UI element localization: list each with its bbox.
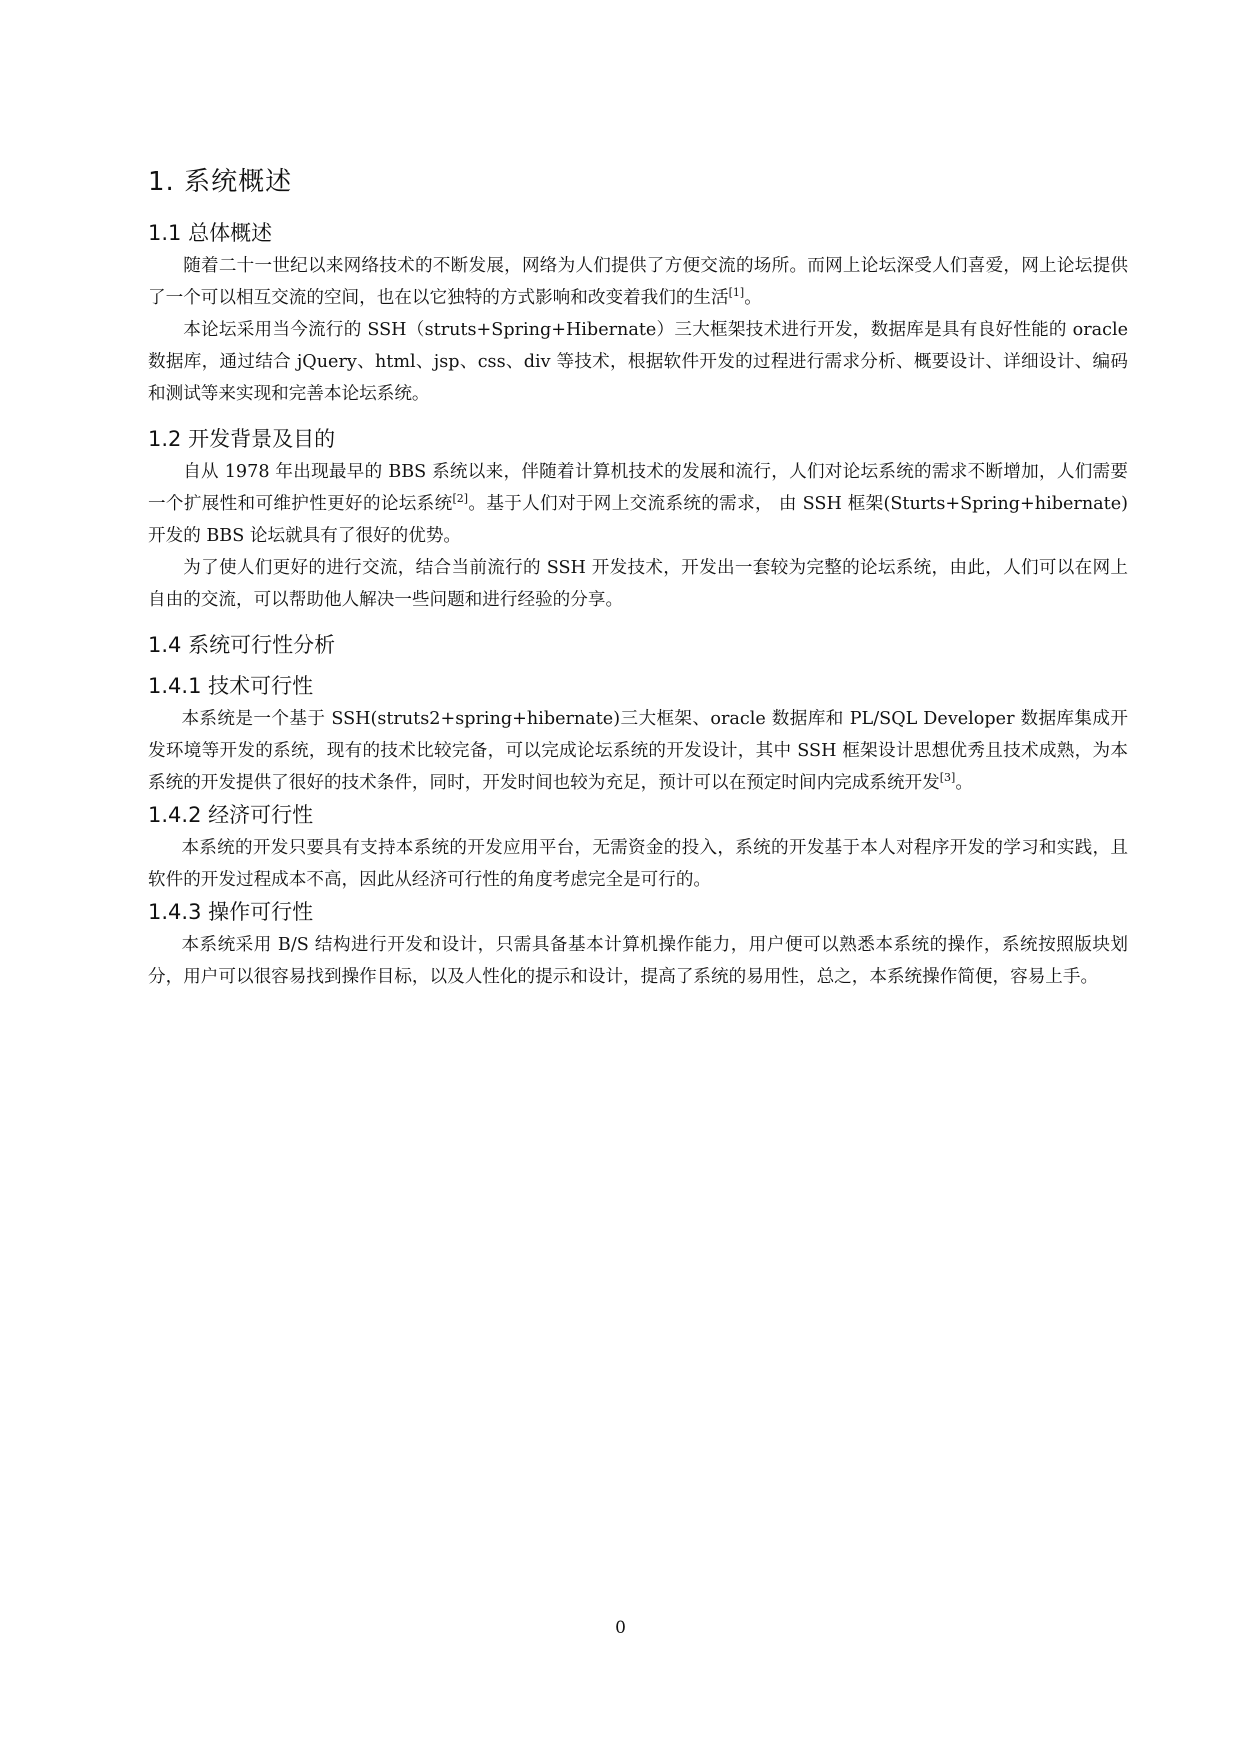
paragraph-overview-2: 本论坛采用当今流行的 SSH（struts+Spring+Hibernate）三大框架技术进行开发，数据库是具有良好性能的 oracle 数据库，通过结合 jQuery、html、jsp、css、div 等技术，根据软件开发的过程进行需求分析、概要设计、详细设计、编码和测试等来实现和完善本论坛系统。 [148,320,1128,404]
paragraph-text: 本系统是一个基于 SSH(struts2+spring+hibernate)三大框架、oracle 数据库和 PL/SQL Developer 数据库集成开发环境等开发的系统，现有的技术比较完备，可以完成论坛系统的开发设计，其中 SSH 框架设计思想优秀且技术成熟，为本系统的开发提供了很好的技术条件，同时，开发时间也较为充足，预计可以在预定时间内完成系统开发 [148,709,1128,793]
page-number: 0 [615,1618,626,1638]
paragraph-background-1 [148,456,1128,552]
paragraph-operational-feasibility: 本系统采用 B/S 结构进行开发和设计，只需具备基本计算机操作能力，用户便可以熟悉本系统的操作，系统按照版块划分，用户可以很容易找到操作目标，以及人性化的提示和设计，提高了系统的易用性，总之，本系统操作简便，容易上手。 [148,935,1128,987]
section-heading-1-4: 1.4 系统可行性分析 [148,633,336,657]
citation-3: [3] [939,771,956,785]
page-content [148,162,1128,993]
paragraph-text: 自从 1978 年出现最早的 BBS 系统以来，伴随着计算机技术的发展和流行，人们对论坛系统的需求不断增加，人们需要一个扩展性和可维护性更好的论坛系统 [148,462,1128,514]
paragraph-text-end: 。 [955,773,973,793]
section-heading-1-2: 1.2 开发背景及目的 [148,427,336,451]
paragraph-tech-feasibility [148,703,1128,799]
subsection-heading-1-4-1: 1.4.1 技术可行性 [148,674,314,698]
paragraph-text-end: 。基于人们对于网上交流系统的需求， 由 SSH 框架(Sturts+Spring+hibernate)开发的 BBS 论坛就具有了很好的优势。 [148,494,1128,546]
citation-1: [1] [728,286,745,300]
paragraph-economic-feasibility: 本系统的开发只要具有支持本系统的开发应用平台，无需资金的投入，系统的开发基于本人对程序开发的学习和实践，且软件的开发过程成本不高，因此从经济可行性的角度考虑完全是可行的。 [148,838,1128,890]
citation-2: [2] [452,492,469,506]
paragraph-background-2: 为了使人们更好的进行交流，结合当前流行的 SSH 开发技术，开发出一套较为完整的论坛系统，由此，人们可以在网上自由的交流，可以帮助他人解决一些问题和进行经验的分享。 [148,558,1128,610]
section-heading-1-1: 1.1 总体概述 [148,221,273,245]
paragraph-text: 随着二十一世纪以来网络技术的不断发展，网络为人们提供了方便交流的场所。而网上论坛深受人们喜爱，网上论坛提供了一个可以相互交流的空间，也在以它独特的方式影响和改变着我们的生活 [148,256,1128,308]
paragraph-overview-1 [148,250,1128,314]
subsection-heading-1-4-2: 1.4.2 经济可行性 [148,803,314,827]
subsection-heading-1-4-3: 1.4.3 操作可行性 [148,900,314,924]
paragraph-text-end: 。 [744,288,762,308]
chapter-heading: 1. 系统概述 [148,167,293,197]
